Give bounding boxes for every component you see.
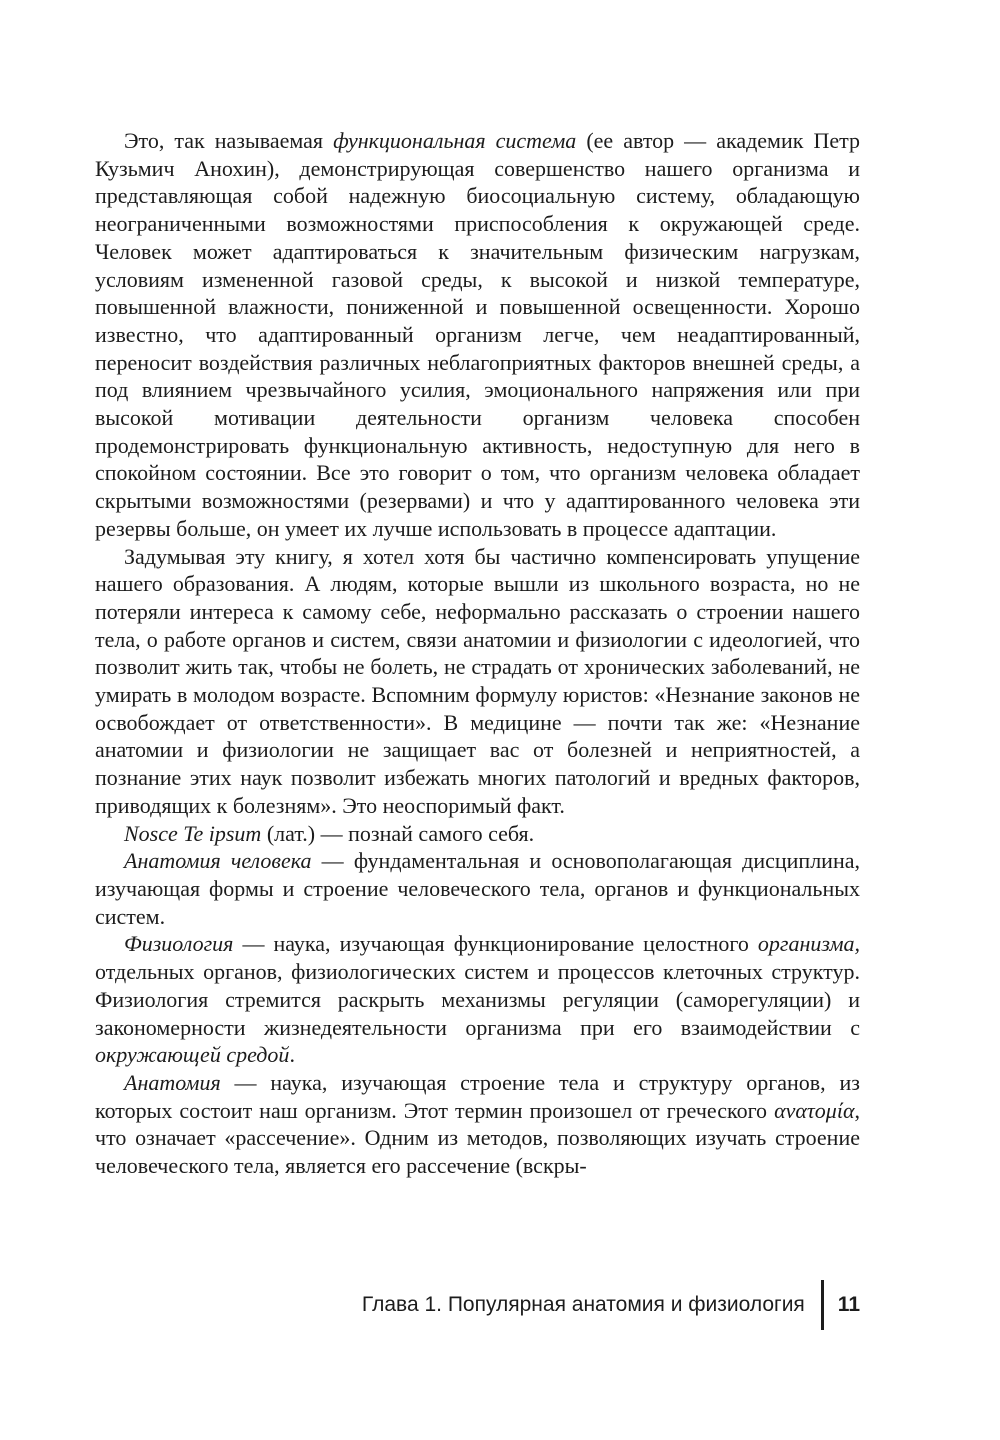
paragraph-book-purpose: Задумывая эту книгу, я хотел хотя бы частично компенсировать упущение нашего образования. А людям, которые вышли из школьного возраста, но не потеряли интереса к самому себе, неформально рассказать о строении нашего тела, о работе органов и систем, связи анатомии и физиологии с идеологией, что позволит жить так, чтобы не болеть, не страдать от хронических заболеваний, не умирать в молодом возрасте. Вспомним формулу юристов: «Незнание законов не освобождает от ответственности». В медицине — почти так же: «Незнание анатомии и физиологии не защищает вас от болезней и неприятностей, а познание этих наук позволит избежать многих патологий и вредных факторов, приводящих к болезням». Это неоспоримый факт. <box>95 543 860 818</box>
italic-term: окружающей средой <box>95 1042 290 1068</box>
italic-term: Анатомия <box>124 1069 221 1095</box>
italic-term: Анатомия человека <box>124 848 312 874</box>
paragraph-physiology <box>95 930 860 1069</box>
greek-term: ανατομία <box>774 1097 855 1123</box>
body-text <box>95 127 860 1180</box>
italic-term: функциональная система <box>333 128 577 153</box>
text-span: , что означает «рассечение». Одним из методов, позволяющих изучать строение человеческого тела, является его рассечение (вскры- <box>95 1097 860 1179</box>
paragraph-anatomy <box>95 1069 860 1180</box>
text-span: (ее автор — академик Петр Кузьмич Анохин), демонстрирующая совершенство нашего организма и представляющая собой надежную биосоциальную систему, обладающую неограниченными возможностями приспособления к окружающей среде. Человек может адаптироваться к значительным физическим нагрузкам, условиям измененной газовой среды, к высокой и низкой температуре, повышенной влажности, пониженной и повышенной освещенности. Хорошо известно, что адаптированный организм легче, чем неадаптированный, переносит воздействия различных неблагоприятных факторов внешней среды, а под влиянием чрезвычайного усилия, эмоционального напряжения или при высокой мотивации деятельности организм человека способен продемонстрировать функциональную активность, недоступную для него в спокойном состоянии. Все это говорит о том, что организм человека обладает скрытыми возможностями (резервами) и что у адаптированного человека эти резервы больше, он умеет их лучше использовать в процессе адаптации. <box>95 128 861 541</box>
text-span: — наука, изучающая строение тела и структуру органов, из которых состоит наш организм. Этот термин произошел от греческого <box>95 1069 860 1123</box>
paragraph-functional-system <box>95 127 860 543</box>
italic-term: организма, <box>757 931 860 957</box>
text-span: (лат.) — познай самого себя. <box>261 820 535 846</box>
paragraph-nosce-te-ipsum <box>95 820 860 848</box>
text-span: . <box>289 1042 295 1068</box>
chapter-title: Глава 1. Популярная анатомия и физиология <box>361 1293 805 1316</box>
text-span: — фундаментальная и основополагающая дисциплина, изучающая формы и строение человеческого тела, органов и функциональных систем. <box>95 848 860 929</box>
italic-term: Физиология <box>124 931 234 957</box>
text-span: отдельных органов, физиологических систем и процессов клеточных структур. Физиология стремится раскрыть механизмы регуляции (саморегуляции) и закономерности жизнедеятельности организма при его взаимодействии с <box>95 959 860 1040</box>
page-number: 11 <box>837 1293 860 1316</box>
running-footer <box>362 1280 860 1330</box>
text-span: — наука, изучающая функционирование целостного <box>233 931 758 957</box>
italic-term: Nosce Te ipsum <box>124 820 262 846</box>
text-span: Это, так называемая <box>124 128 334 153</box>
paragraph-human-anatomy <box>95 847 860 930</box>
